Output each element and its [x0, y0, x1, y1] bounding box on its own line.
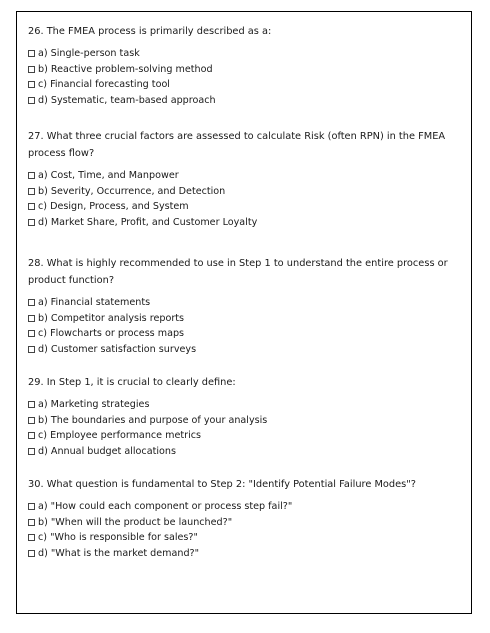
- option-item[interactable]: [28, 77, 464, 93]
- checkbox-icon[interactable]: [28, 330, 35, 337]
- option-item[interactable]: [28, 428, 464, 444]
- option-item[interactable]: [28, 199, 464, 215]
- option-item[interactable]: [28, 530, 464, 546]
- checkbox-icon[interactable]: [28, 432, 35, 439]
- option-label: d) Annual budget allocations: [38, 445, 176, 457]
- option-item[interactable]: [28, 295, 464, 311]
- option-label: d) Systematic, team-based approach: [38, 94, 216, 106]
- option-list: [28, 168, 464, 230]
- option-label: c) Flowcharts or process maps: [38, 328, 185, 340]
- question-29: [28, 374, 464, 459]
- option-label: c) Employee performance metrics: [38, 430, 202, 442]
- option-label: b) Competitor analysis reports: [38, 312, 185, 324]
- option-label: a) Cost, Time, and Manpower: [38, 170, 179, 181]
- checkbox-icon[interactable]: [28, 50, 35, 57]
- option-label: c) Financial forecasting tool: [38, 79, 170, 91]
- checkbox-icon[interactable]: [28, 503, 35, 510]
- option-item[interactable]: [28, 444, 464, 460]
- option-item[interactable]: [28, 184, 464, 200]
- option-label: d) Customer satisfaction surveys: [38, 343, 197, 355]
- option-item[interactable]: [28, 499, 464, 515]
- question-30: [28, 476, 464, 561]
- option-item[interactable]: [28, 397, 464, 413]
- option-item[interactable]: [28, 168, 464, 184]
- option-list: [28, 295, 464, 357]
- checkbox-icon[interactable]: [28, 203, 35, 210]
- option-label: b) The boundaries and purpose of your analysis: [38, 414, 268, 426]
- option-item[interactable]: [28, 546, 464, 562]
- checkbox-icon[interactable]: [28, 417, 35, 424]
- question-27: [28, 128, 464, 230]
- option-label: c) Design, Process, and System: [38, 201, 189, 213]
- checkbox-icon[interactable]: [28, 172, 35, 179]
- checkbox-icon[interactable]: [28, 81, 35, 88]
- checkbox-icon[interactable]: [28, 534, 35, 541]
- question-26: [28, 23, 464, 108]
- option-label: d) "What is the market demand?": [38, 547, 200, 559]
- option-item[interactable]: [28, 62, 464, 78]
- checkbox-icon[interactable]: [28, 97, 35, 104]
- checkbox-icon[interactable]: [28, 519, 35, 526]
- checkbox-icon[interactable]: [28, 219, 35, 226]
- checkbox-icon[interactable]: [28, 448, 35, 455]
- option-label: d) Market Share, Profit, and Customer Loyalty: [38, 216, 258, 228]
- option-label: b) Reactive problem-solving method: [38, 63, 213, 75]
- option-item[interactable]: [28, 342, 464, 358]
- option-item[interactable]: [28, 413, 464, 429]
- option-item[interactable]: [28, 215, 464, 231]
- question-text: 27. What three crucial factors are assessed to calculate Risk (often RPN) in the FMEA process flow?: [28, 131, 446, 159]
- option-item[interactable]: [28, 93, 464, 109]
- option-item[interactable]: [28, 46, 464, 62]
- option-item[interactable]: [28, 326, 464, 342]
- option-label: a) "How could each component or process step fail?": [38, 501, 293, 512]
- option-item[interactable]: [28, 515, 464, 531]
- option-label: b) "When will the product be launched?": [38, 516, 233, 528]
- checkbox-icon[interactable]: [28, 66, 35, 73]
- option-label: a) Marketing strategies: [38, 399, 150, 410]
- question-text: 30. What question is fundamental to Step 2: "Identify Potential Failure Modes"?: [28, 479, 416, 490]
- checkbox-icon[interactable]: [28, 299, 35, 306]
- checkbox-icon[interactable]: [28, 550, 35, 557]
- option-label: b) Severity, Occurrence, and Detection: [38, 185, 226, 197]
- question-text: 28. What is highly recommended to use in Step 1 to understand the entire process or product function?: [28, 258, 448, 286]
- question-28: [28, 255, 464, 357]
- option-item[interactable]: [28, 311, 464, 327]
- option-list: [28, 397, 464, 459]
- option-list: [28, 499, 464, 561]
- checkbox-icon[interactable]: [28, 401, 35, 408]
- checkbox-icon[interactable]: [28, 315, 35, 322]
- option-label: a) Single-person task: [38, 48, 140, 59]
- option-label: c) "Who is responsible for sales?": [38, 532, 198, 544]
- option-list: [28, 46, 464, 108]
- option-label: a) Financial statements: [38, 297, 151, 308]
- question-text: 26. The FMEA process is primarily described as a:: [28, 26, 272, 37]
- checkbox-icon[interactable]: [28, 188, 35, 195]
- question-text: 29. In Step 1, it is crucial to clearly define:: [28, 377, 236, 388]
- document-page: [16, 11, 472, 614]
- checkbox-icon[interactable]: [28, 346, 35, 353]
